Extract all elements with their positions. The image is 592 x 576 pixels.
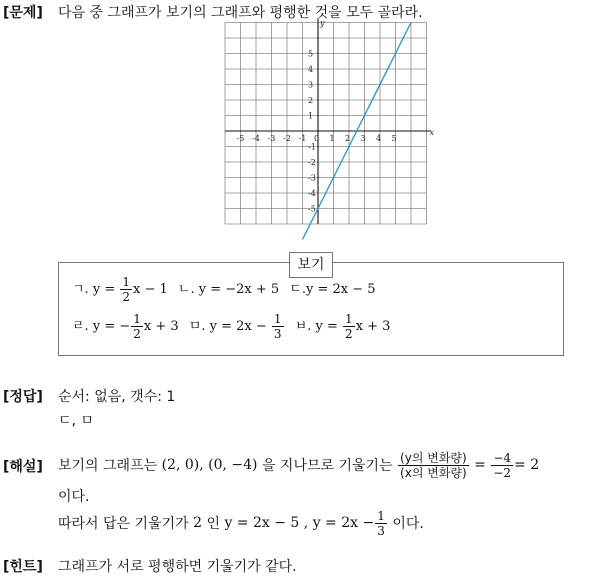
x-tick-label: -3 [267, 134, 276, 143]
explanation-line-3: 따라서 답은 기울기가 2 인 y = 2x − 5 , y = 2x − $\frac{1}{3}$ 이다. [58, 508, 424, 538]
y-tick-label: 1 [308, 111, 314, 121]
x-tick-label: -4 [252, 134, 260, 143]
option-1: ㄱ. y = $\frac{1}{2}$ x − 1 [72, 275, 168, 304]
y-tick-label: -5 [308, 204, 316, 214]
problem-tag: [문제] [3, 5, 43, 21]
x-tick-label: 5 [391, 134, 397, 143]
y-tick-label: -2 [308, 158, 316, 167]
problem-text: 다음 중 그래프가 보기의 그래프와 평행한 것을 모두 골라라. [58, 5, 423, 21]
option-4: ㄹ. y = − $\frac{1}{2}$ x + 3 [72, 312, 179, 341]
options-row-1 [72, 276, 382, 303]
y-tick-label: -3 [308, 173, 316, 183]
options-box-label: 보기 [289, 252, 333, 278]
answer-line-1: 순서: 없음, 갯수: 1 [58, 389, 176, 405]
explanation-line-1: 보기의 그래프는 (2, 0), (0, −4) 을 지나므로 기울기는 $\frac{\text{(y의 변화량)}}{\text{(x의 변화량)}}$ = $\frac{-4}{-2}$ = 2 [58, 450, 540, 480]
option-5: ㅁ. y = 2x − $\frac{1}{3}$ [188, 312, 282, 341]
x-tick-label: 4 [376, 134, 382, 143]
y-axis-label: y [320, 18, 325, 28]
x-tick-label: 2 [345, 134, 351, 143]
y-tick-label: 3 [308, 80, 314, 90]
coordinate-graph [218, 18, 435, 237]
options-row-2 [72, 313, 396, 340]
option-6: ㅂ. y = $\frac{1}{2}$ x + 3 [294, 312, 391, 341]
y-tick-label: 2 [308, 96, 314, 105]
option-3: ㄷ.y = 2x − 5 [289, 282, 376, 297]
y-tick-label: 5 [308, 49, 314, 59]
x-tick-label: -5 [236, 134, 245, 143]
hint-text: 그래프가 서로 평행하면 기울기가 같다. [58, 559, 297, 575]
answer-tag: [정답] [3, 389, 43, 405]
y-tick-label: 4 [308, 65, 314, 74]
y-tick-label: -4 [308, 189, 316, 198]
explanation-tag: [해설] [3, 459, 43, 475]
x-tick-label: -1 [298, 134, 307, 143]
x-tick-label: 0 [314, 134, 320, 143]
option-2: ㄴ. y = −2x + 5 [177, 282, 280, 297]
x-tick-label: -2 [283, 134, 291, 143]
explanation-line-2: 이다. [58, 489, 90, 505]
hint-tag: [힌트] [3, 559, 43, 575]
answer-line-2: ㄷ, ㅁ [58, 413, 94, 429]
x-tick-label: 1 [329, 134, 335, 143]
y-tick-label: -1 [308, 142, 316, 152]
x-tick-label: 3 [360, 134, 366, 143]
x-axis-label: x [429, 128, 435, 137]
